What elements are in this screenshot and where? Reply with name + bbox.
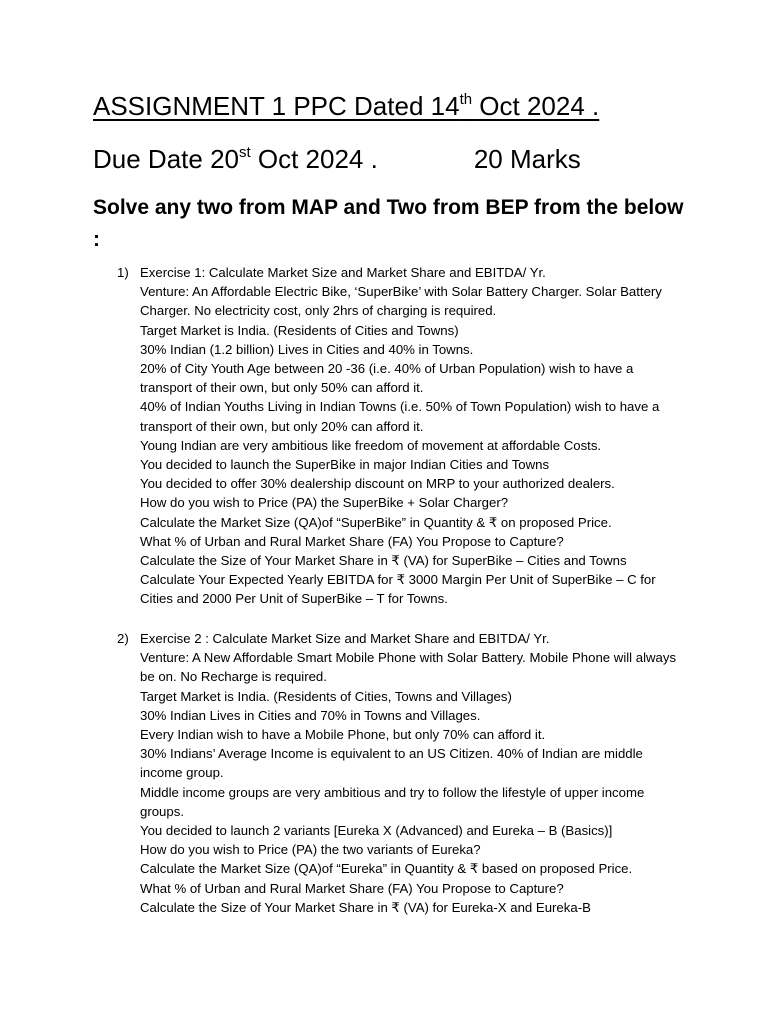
exercise-line: Venture: A New Affordable Smart Mobile Phone with Solar Battery. Mobile Phone will always be on. No Recharge is required. [140, 650, 677, 685]
exercise-line: Middle income groups are very ambitious and try to follow the lifestyle of upper income groups. [140, 784, 645, 819]
exercise-line: Target Market is India. (Residents of Cities, Towns and Villages) [140, 688, 512, 704]
exercise-line: How do you wish to Price (PA) the SuperBike + Solar Charger? [140, 495, 509, 511]
exercise-line: Calculate the Market Size (QA)of “SuperBike” in Quantity & ₹ on proposed Price. [140, 514, 612, 530]
instruction-heading: Solve any two from MAP and Two from BEP from the below : [93, 196, 684, 251]
marks-label: 20 Marks [473, 144, 581, 174]
assignment-title [93, 91, 599, 121]
exercise-body [140, 263, 685, 609]
exercise-line: Exercise 2 : Calculate Market Size and Market Share and EBITDA/ Yr. [140, 631, 550, 646]
exercise-number: 2) [117, 631, 129, 646]
exercise-line: You decided to offer 30% dealership discount on MRP to your authorized dealers. [140, 476, 615, 492]
due-date-line [93, 144, 581, 174]
exercise-line: You decided to launch 2 variants [Eureka X (Advanced) and Eureka – B (Basics)] [140, 823, 613, 839]
exercise-number: 1) [117, 265, 129, 280]
exercise-line: 40% of Indian Youths Living in Indian Towns (i.e. 50% of Town Population) wish to have a transport of their own, but only 20% can afford it. [140, 399, 660, 434]
exercise-line: Target Market is India. (Residents of Cities and Towns) [140, 322, 459, 338]
exercise-line: Calculate the Market Size (QA)of “Eureka” in Quantity & ₹ based on proposed Price. [140, 861, 633, 877]
exercise-line: Calculate the Size of Your Market Share in ₹ (VA) for Eureka-X and Eureka-B [140, 899, 591, 915]
due-date-superscript: st [238, 144, 251, 161]
exercise-line: 20% of City Youth Age between 20 -36 (i.e. 40% of Urban Population) wish to have a transport of their own, but only 50% can afford it. [140, 361, 634, 396]
due-date-suffix: Oct 2024 . [250, 144, 378, 174]
exercise-line: 30% Indian Lives in Cities and 70% in Towns and Villages. [140, 707, 481, 723]
exercise-line: Calculate Your Expected Yearly EBITDA for ₹ 3000 Margin Per Unit of SuperBike – C for Cities and 2000 Per Unit of SuperBike – T for Towns. [140, 572, 656, 607]
exercise-body [140, 629, 685, 917]
exercise-line: Exercise 1: Calculate Market Size and Market Share and EBITDA/ Yr. [140, 265, 546, 280]
exercise-line: Calculate the Size of Your Market Share in ₹ (VA) for SuperBike – Cities and Towns [140, 553, 627, 569]
exercise-line: Young Indian are very ambitious like freedom of movement at affordable Costs. [140, 437, 602, 453]
exercise-line: 30% Indian (1.2 billion) Lives in Cities and 40% in Towns. [140, 341, 474, 357]
title-line1-text: ASSIGNMENT 1 PPC Dated 14 [93, 91, 460, 121]
exercise-line: You decided to launch the SuperBike in major Indian Cities and Towns [140, 457, 550, 473]
title-line1-superscript: th [459, 91, 473, 108]
exercise-line: Venture: An Affordable Electric Bike, ‘SuperBike’ with Solar Battery Charger. Solar Battery Charger. No electricity cost, only 2hrs of charging is required. [140, 284, 662, 319]
exercise-line: 30% Indians’ Average Income is equivalent to an US Citizen. 40% of Indian are middle income group. [140, 746, 643, 781]
title-line1-suffix: Oct 2024 . [472, 91, 600, 121]
exercise-line: How do you wish to Price (PA) the two variants of Eureka? [140, 842, 481, 858]
exercise-line: What % of Urban and Rural Market Share (FA) You Propose to Capture? [140, 880, 564, 896]
due-date-text: Due Date 20 [93, 144, 239, 174]
exercise-line: Every Indian wish to have a Mobile Phone, but only 70% can afford it. [140, 727, 546, 743]
exercise-line: What % of Urban and Rural Market Share (FA) You Propose to Capture? [140, 533, 564, 549]
